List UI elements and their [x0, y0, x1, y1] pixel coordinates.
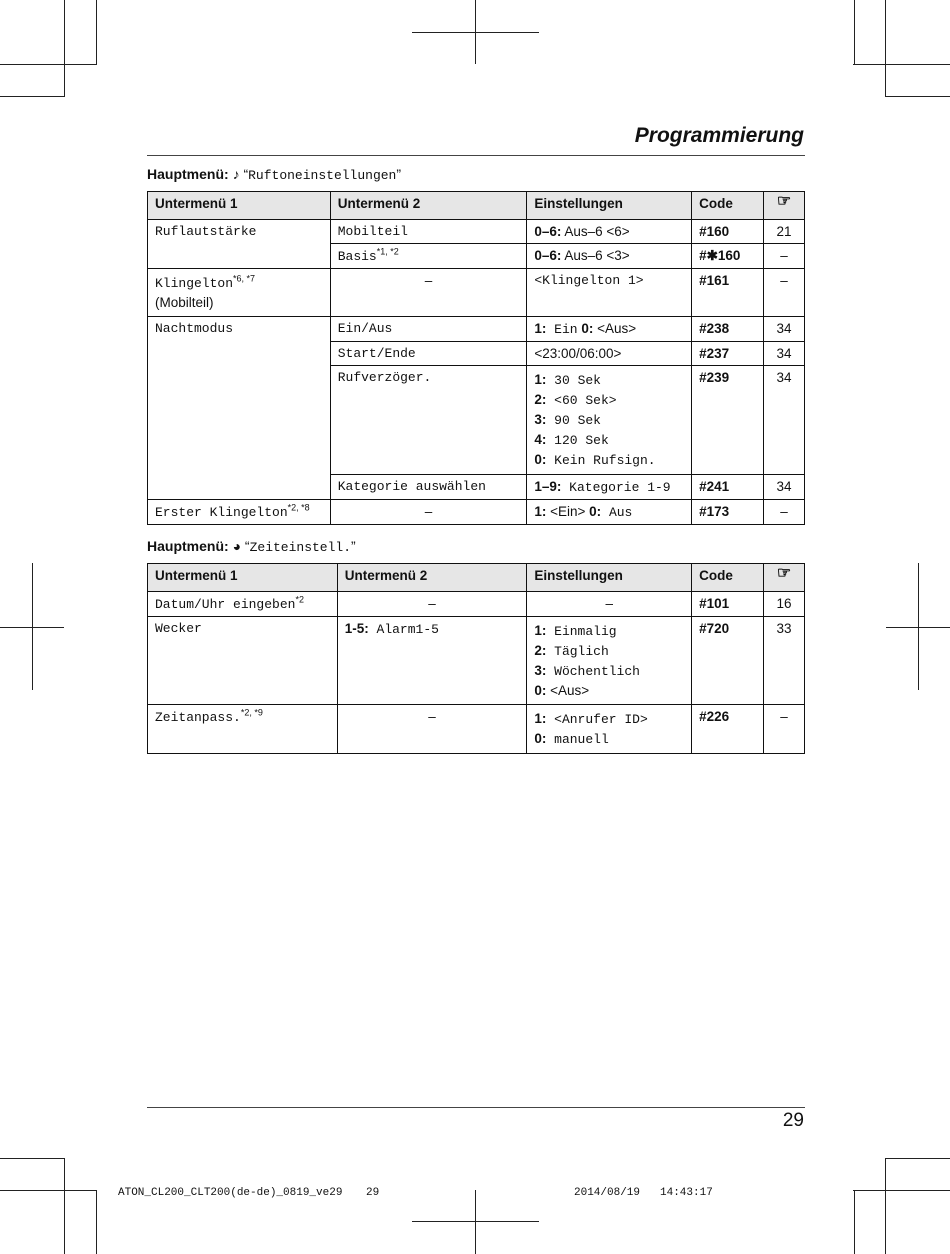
cell-sub1: Zeitanpass.$^{*2, *9}$	[148, 705, 338, 754]
col-sub2: Untermenü 2	[337, 564, 527, 592]
page-number: 29	[782, 1110, 804, 1131]
pointing-hand-icon: ☞	[776, 565, 792, 582]
cell-settings: –	[527, 592, 692, 617]
cell-code: #241	[692, 475, 764, 500]
cell-sub1: Klingelton$^{*6, *7}$ (Mobilteil)	[148, 269, 331, 317]
col-code: Code	[692, 564, 764, 592]
cell-sub2: Rufverzöger.	[330, 366, 527, 475]
menu-heading-ruftoneinstellungen: Hauptmenü: ♪ “Ruftoneinstellungen”	[147, 166, 402, 183]
cell-sub2: –	[330, 500, 527, 525]
col-sub1: Untermenü 1	[148, 192, 331, 220]
cell-settings: 0–6: Aus–6 <3>	[527, 244, 692, 269]
cell-sub2: Start/Ende	[330, 342, 527, 366]
title-rule	[147, 155, 805, 156]
col-ref	[764, 564, 805, 592]
col-code: Code	[692, 192, 764, 220]
cell-ref: 34	[764, 366, 805, 475]
cell-code: #239	[692, 366, 764, 475]
cell-sub2: –	[337, 705, 527, 754]
cell-sub2: Basis$^{*1, *2}$	[330, 244, 527, 269]
cell-code: #173	[692, 500, 764, 525]
col-sub1: Untermenü 1	[148, 564, 338, 592]
footer-date: 2014/08/19	[574, 1187, 641, 1199]
footer-rule	[147, 1107, 805, 1108]
cell-sub2: Ein/Aus	[330, 317, 527, 342]
col-ref	[764, 192, 805, 220]
col-sub2: Untermenü 2	[330, 192, 527, 220]
cell-ref: 34	[764, 475, 805, 500]
cell-settings: 1: Einmalig 2: Täglich 3: Wöchentlich 0: <Aus>	[527, 617, 692, 705]
cell-code: #720	[692, 617, 764, 705]
pointing-hand-icon: ☞	[776, 193, 792, 210]
menu-name: Ruftoneinstellungen	[248, 168, 397, 183]
col-settings: Einstellungen	[527, 564, 692, 592]
cell-sub2: Kategorie auswählen	[330, 475, 527, 500]
cell-settings: 1–9: Kategorie 1-9	[527, 475, 692, 500]
cell-ref: –	[764, 269, 805, 317]
cell-ref: 16	[764, 592, 805, 617]
cell-settings: 0–6: Aus–6 <6>	[527, 220, 692, 244]
cell-code: #226	[692, 705, 764, 754]
cell-code: #101	[692, 592, 764, 617]
footer-file: ATON_CL200_CLT200(de-de)_0819_ve29	[118, 1187, 343, 1199]
cell-ref: –	[764, 500, 805, 525]
col-settings: Einstellungen	[527, 192, 692, 220]
cell-sub1: Wecker	[148, 617, 338, 705]
cell-sub2: Mobilteil	[330, 220, 527, 244]
cell-ref: 33	[764, 617, 805, 705]
table-header-row	[148, 192, 805, 220]
cell-sub1: Erster Klingelton$^{*2, *8}$	[148, 500, 331, 525]
ruftoneinstellungen-table	[147, 191, 805, 525]
cell-ref: –	[764, 244, 805, 269]
cell-ref: –	[764, 705, 805, 754]
table-row	[148, 269, 805, 317]
zeiteinstell-table	[147, 563, 805, 754]
cell-ref: 34	[764, 317, 805, 342]
cell-sub1: Datum/Uhr eingeben$^{*2}$	[148, 592, 338, 617]
music-note-icon: ♪	[232, 166, 240, 182]
footer-time: 14:43:17	[660, 1187, 713, 1199]
cell-ref: 21	[764, 220, 805, 244]
cell-sub1: Ruflautstärke	[148, 220, 331, 269]
menu-label: Hauptmenü:	[147, 166, 229, 182]
cell-sub2: –	[330, 269, 527, 317]
cell-code: #238	[692, 317, 764, 342]
menu-label: Hauptmenü:	[147, 538, 229, 554]
cell-settings: 1: <Ein> 0: Aus	[527, 500, 692, 525]
cell-code: #237	[692, 342, 764, 366]
menu-name: Zeiteinstell.	[249, 540, 352, 555]
cell-code: #✱160	[692, 244, 764, 269]
cell-ref: 34	[764, 342, 805, 366]
section-title: Programmierung	[634, 124, 804, 147]
clock-icon: ◕	[232, 538, 242, 554]
cell-settings: <Klingelton 1>	[527, 269, 692, 317]
cell-settings: 1: 30 Sek 2: <60 Sek> 3: 90 Sek 4: 120 Sek 0: Kein Rufsign.	[527, 366, 692, 475]
cell-settings: <23:00/06:00>	[527, 342, 692, 366]
menu-heading-zeiteinstell: Hauptmenü: ◕ “Zeiteinstell.”	[147, 538, 356, 555]
table-row	[148, 220, 805, 244]
cell-code: #160	[692, 220, 764, 244]
cell-settings: 1: Ein 0: <Aus>	[527, 317, 692, 342]
cell-sub1: Nachtmodus	[148, 317, 331, 500]
footer-file-page: 29	[366, 1187, 380, 1199]
table-row	[148, 705, 805, 754]
table-header-row	[148, 564, 805, 592]
cell-sub2: 1-5: Alarm1-5	[337, 617, 527, 705]
cell-sub2: –	[337, 592, 527, 617]
table-row	[148, 592, 805, 617]
cell-code: #161	[692, 269, 764, 317]
table-row	[148, 617, 805, 705]
table-row	[148, 500, 805, 525]
table-row	[148, 317, 805, 342]
cell-settings: 1: <Anrufer ID> 0: manuell	[527, 705, 692, 754]
